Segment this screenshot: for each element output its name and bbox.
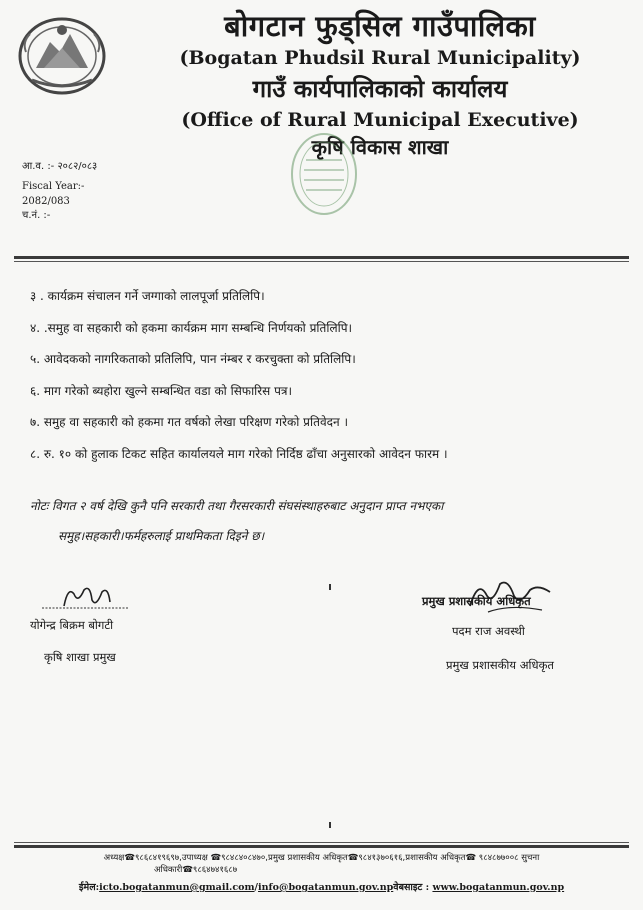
municipality-name-np: बोगटान फुड्सिल गाउँपालिका [224,9,536,43]
municipality-name-en: (Bogatan Phudsil Rural Municipality) [179,47,581,69]
reference-number-label: च.नं. :- [22,210,51,221]
footer-web-line: ईमेल:icto.bogatanmun@gmail.com/info@bogatanmun.gov.npवेबसाइट : www.bogatanmun.gov.np [78,882,565,893]
note [30,496,610,546]
website-label: वेबसाइट : [393,882,430,893]
signature-left [38,580,148,614]
fiscal-year-np: आ.व. :- २०८२/०८३ [22,161,98,172]
list-item: ७. समुह वा सहकारी को हकमा गत वर्षको लेखा परिक्षण गरेको प्रतिवेदन । [30,415,349,429]
office-name-en: (Office of Rural Municipal Executive) [181,109,579,131]
signatory-right-designation: प्रमुख प्रशासकीय अधिकृत [446,658,554,672]
fiscal-year-value-en: 2082/083 [22,196,70,207]
letterhead [130,8,630,161]
list-item: ६. माग गरेको ब्यहोरा खुल्ने सम्बन्धित वडा को सिफारिस पत्र। [30,383,293,398]
note-line-2: समुह।सहकारी।फर्महरुलाई प्राथमिकता दिइने छ। [58,529,265,543]
website-link[interactable]: www.bogatanmun.gov.np [432,882,565,893]
reference-block [22,160,97,223]
office-name-np: गाउँ कार्यपालिकाको कार्यालय [252,75,508,103]
header-divider-thin [14,261,629,262]
footer-phone-line-1: अध्यक्ष☎९८६८४१९६९७,उपाध्यक्ष ☎९८४८४०८४७०,प्रमुख प्रशासकीय अधिकृत☎९८४१३७०६१६,प्रशासकीय अधिकृत☎ ९८४८७७००८ सुचना [103,853,540,863]
fiscal-year-label-en: Fiscal Year:- [22,181,85,192]
header-divider [14,256,629,259]
scan-mark [329,822,331,828]
email-link-1[interactable]: icto.bogatanmun@gmail.com [99,882,255,893]
list-item: ८. रु. १० को हुलाक टिकट सहित कार्यालयले माग गरेको निर्दिष्ठ ढाँचा अनुसारको आवेदन फारम । [30,446,448,461]
footer-divider-thin [14,842,629,843]
footer-phone-line-2: अधिकारी☎९८६४७४१६८७ [154,865,238,875]
list-item: ४. .समुह वा सहकारी को हकमा कार्यक्रम माग सम्बन्धि निर्णयको प्रतिलिपि। [30,320,353,335]
signatory-left-designation: कृषि शाखा प्रमुख [44,650,116,664]
email-label: ईमेल: [78,882,100,893]
requirements-list [30,286,620,475]
signatory-left-name: योगेन्द्र बिक्रम बोगटी [30,618,114,632]
list-item: ३ . कार्यक्रम संचालन गर्ने जग्गाको लालपूर्जा प्रतिलिपि। [30,289,265,303]
email-link-2[interactable]: info@bogatanmun.gov.np [258,882,394,893]
list-item: ५. आवेदकको नागरिकताको प्रतिलिपि, पान नंम्बर र करचुक्ता को प्रतिलिपि। [30,352,356,366]
footer-divider [14,845,629,848]
nepal-emblem-logo [14,12,110,96]
signatory-right-name: पदम राज अवस्थी [452,624,525,638]
section-name-np: कृषि विकास शाखा [311,135,449,159]
signatory-right-title-stamp: प्रमुख प्रशासकीय अधिकृत [422,594,531,608]
footer-contacts [14,852,629,895]
note-line-1: नोटः विगत २ वर्ष देखि कुनै पनि सरकारी तथा गैरसरकारी संघसंस्थाहरुबाट अनुदान प्राप्त नभएका [30,499,444,513]
office-stamp [288,130,360,218]
scan-mark [329,584,331,590]
